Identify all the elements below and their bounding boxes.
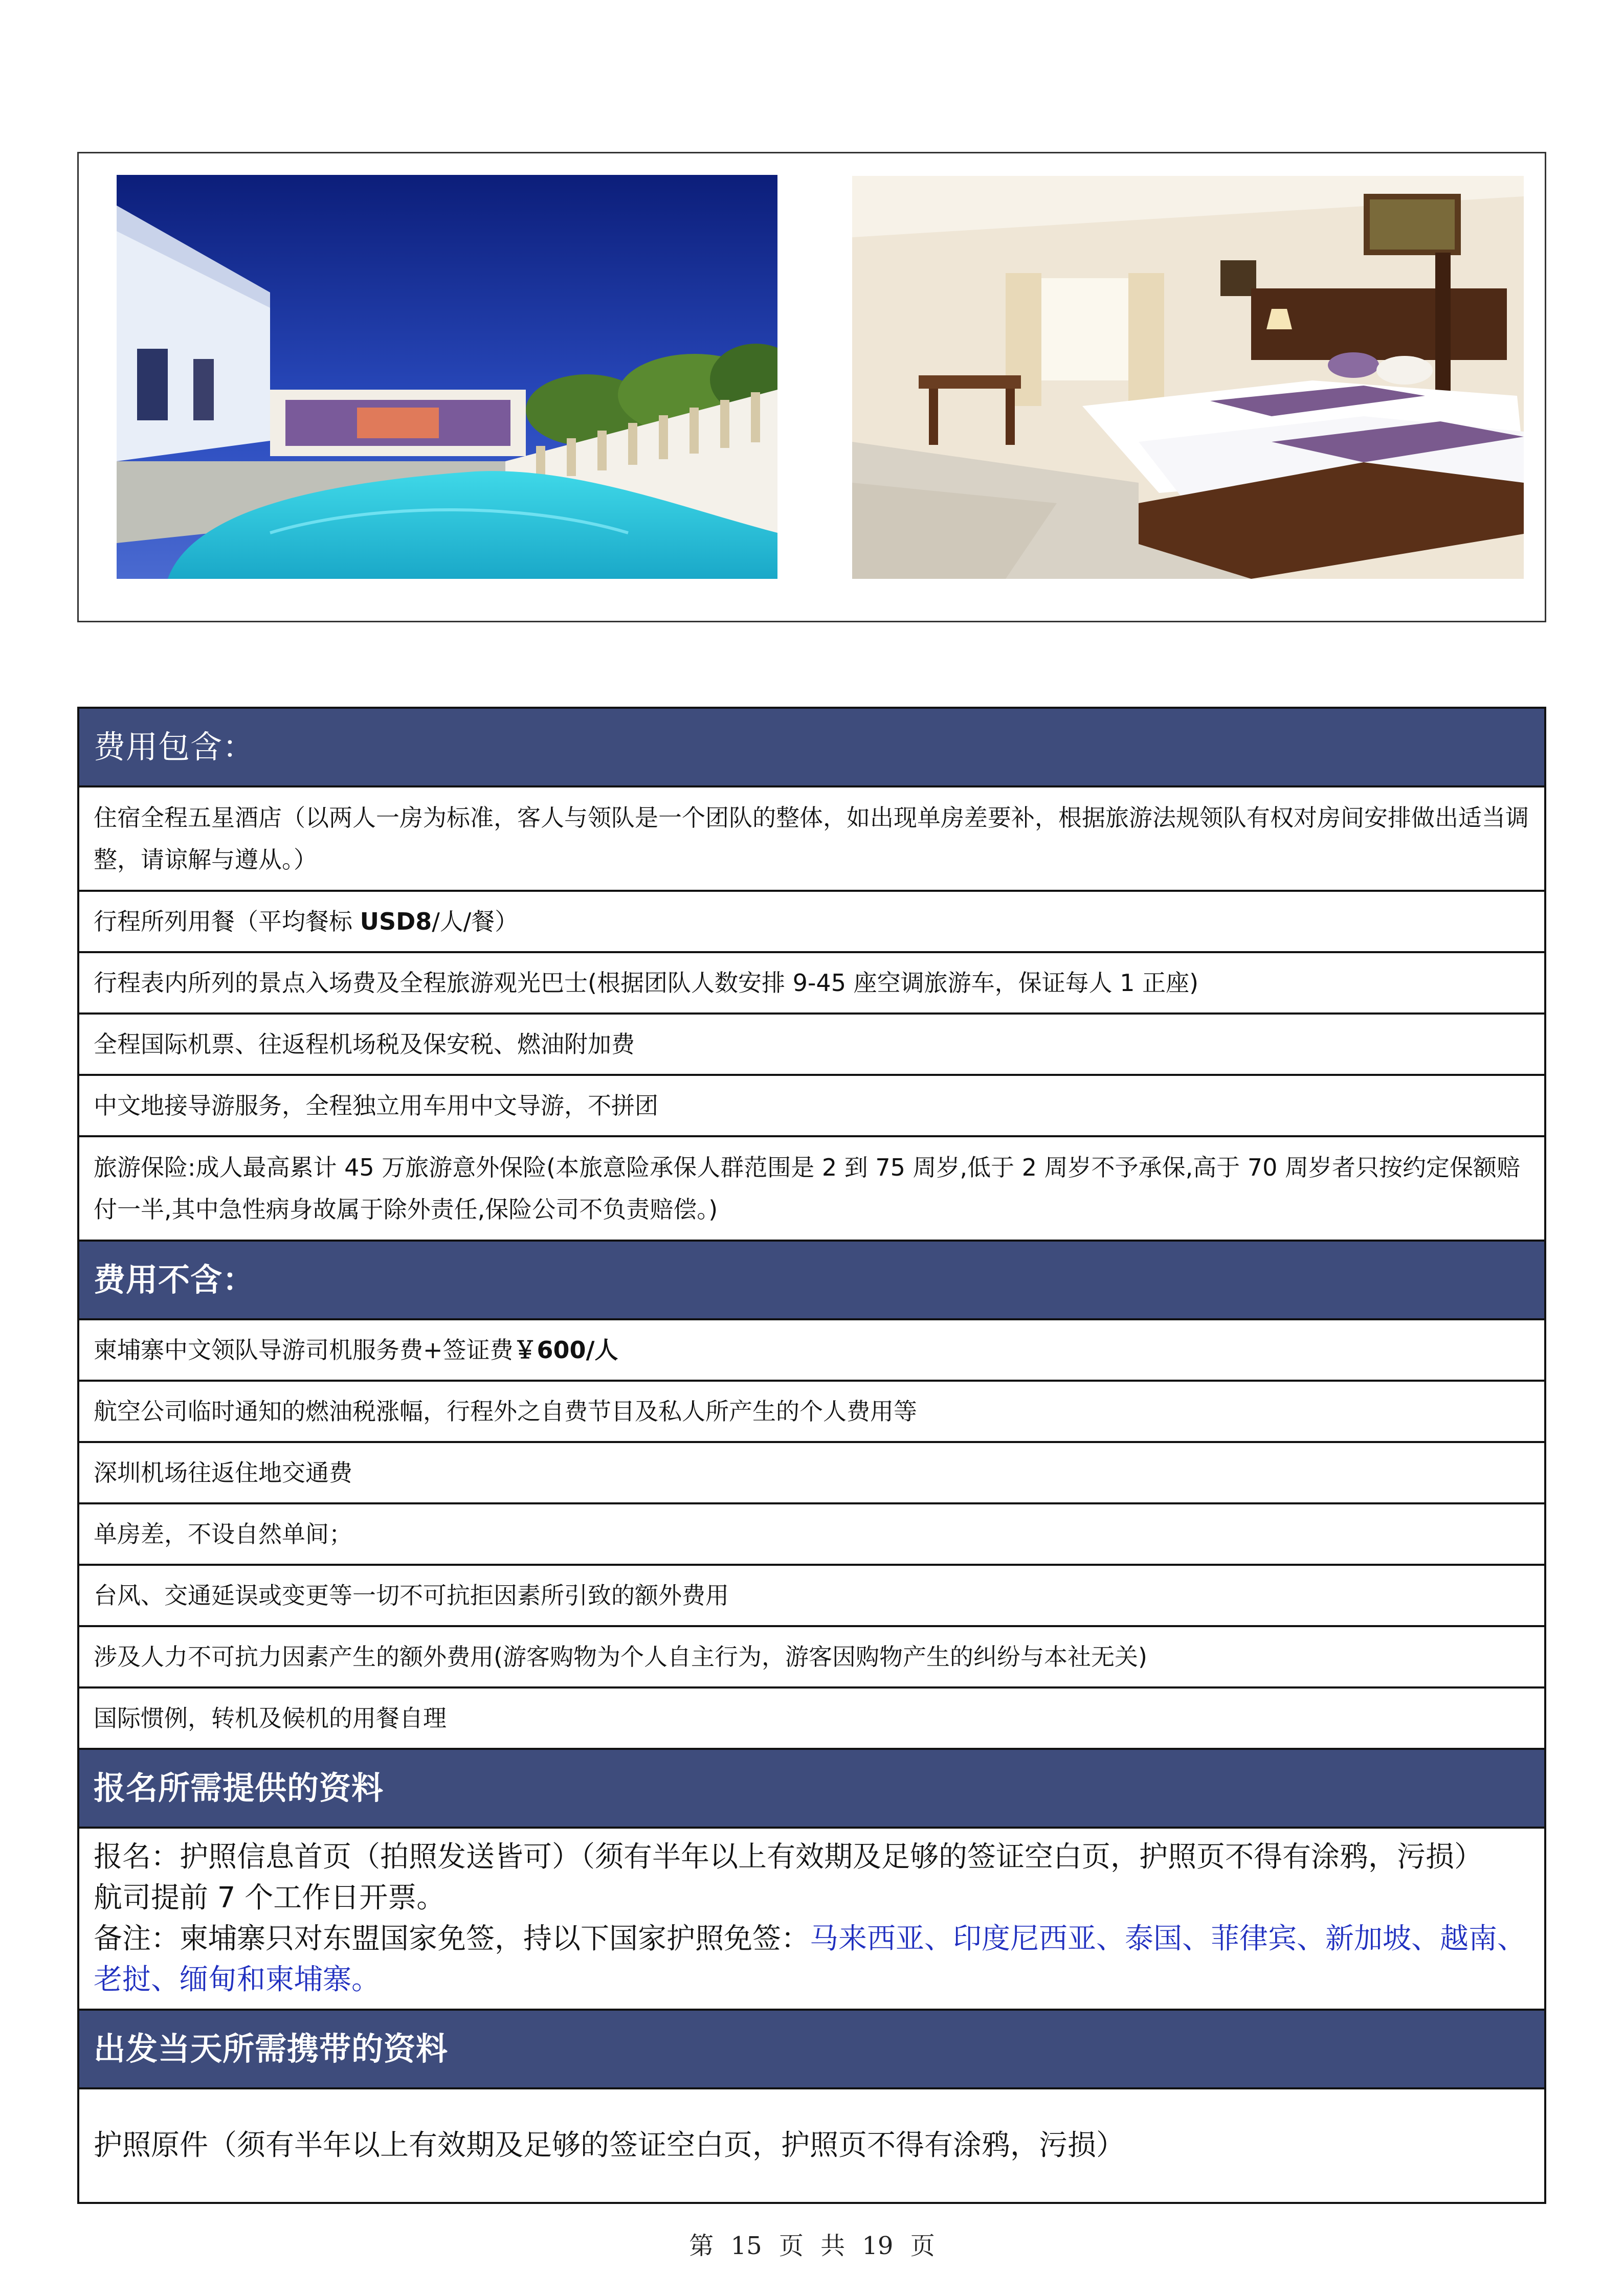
signup-details — [78, 1828, 1545, 2010]
signup-header: 报名所需提供的资料 — [78, 1749, 1545, 1828]
included-row — [78, 891, 1545, 952]
signup-section-header — [78, 1749, 1545, 1828]
service-fee-value: ￥600/人 — [513, 1336, 618, 1364]
departure-item-passport: 护照原件（须有半年以上有效期及足够的签证空白页，护照页不得有涂鸦，污损） — [78, 2088, 1545, 2203]
included-item-guide: 中文地接导游服务，全程独立用车用中文导游，不拼团 — [78, 1075, 1545, 1136]
included-header: 费用包含： — [78, 708, 1545, 786]
hotel-room-photo — [852, 176, 1524, 579]
signup-visa-note: 备注：柬埔寨只对东盟国家免签，持以下国家护照免签：马来西亚、印度尼西亚、泰国、菲律宾、新加坡、越南、老挝、缅甸和柬埔寨。 — [94, 1922, 1526, 1996]
departure-header: 出发当天所需携带的资料 — [78, 2010, 1545, 2088]
included-item-insurance: 旅游保险:成人最高累计 45 万旅游意外保险(本旅意险承保人群范围是 2 到 75 周岁,低于 2 周岁不予承保,高于 70 周岁者只按约定保额赔付一半,其中急性病身故属于除外责任,保险公司不负责赔偿。) — [78, 1136, 1545, 1241]
included-section-header — [78, 708, 1545, 786]
excluded-item-fuel-surcharge: 航空公司临时通知的燃油税涨幅，行程外之自费节目及私人所产生的个人费用等 — [78, 1381, 1545, 1442]
hotel-pool-photo — [117, 175, 777, 579]
excluded-item-airport-transport: 深圳机场往返住地交通费 — [78, 1442, 1545, 1503]
excluded-row — [78, 1626, 1545, 1687]
included-row — [78, 1075, 1545, 1136]
included-row — [78, 786, 1545, 891]
excluded-row — [78, 1442, 1545, 1503]
excluded-row — [78, 1687, 1545, 1749]
excluded-row — [78, 1319, 1545, 1381]
signup-row — [78, 1828, 1545, 2010]
hotel-photo-panel — [77, 152, 1546, 622]
departure-row — [78, 2088, 1545, 2203]
fee-details-table — [77, 707, 1546, 2204]
included-row — [78, 1136, 1545, 1241]
visa-free-countries: 马来西亚、印度尼西亚、泰国、菲律宾、新加坡、越南、老挝、缅甸和柬埔寨。 — [94, 1922, 1526, 1996]
included-item-accommodation: 住宿全程五星酒店（以两人一房为标准，客人与领队是一个团队的整体，如出现单房差要补，根据旅游法规领队有权对房间安排做出适当调整，请谅解与遵从。） — [78, 786, 1545, 891]
excluded-item-service-visa-fee: 柬埔寨中文领队导游司机服务费+签证费￥600/人 — [78, 1319, 1545, 1381]
excluded-row — [78, 1503, 1545, 1565]
included-item-meals: 行程所列用餐（平均餐标 USD8/人/餐） — [78, 891, 1545, 952]
meal-standard-value: USD8 — [360, 908, 432, 935]
included-row — [78, 1014, 1545, 1075]
excluded-item-extra-costs: 涉及人力不可抗力因素产生的额外费用(游客购物为个人自主行为，游客因购物产生的纠纷与本社无关) — [78, 1626, 1545, 1687]
excluded-row — [78, 1565, 1545, 1626]
signup-passport-requirement: 报名：护照信息首页（拍照发送皆可）（须有半年以上有效期及足够的签证空白页，护照页不得有涂鸦，污损） — [94, 1840, 1483, 1874]
excluded-row — [78, 1381, 1545, 1442]
included-item-sightseeing-bus: 行程表内所列的景点入场费及全程旅游观光巴士(根据团队人数安排 9-45 座空调旅游车，保证每人 1 正座) — [78, 952, 1545, 1014]
included-row — [78, 952, 1545, 1014]
excluded-header: 费用不含： — [78, 1241, 1545, 1319]
departure-section-header — [78, 2010, 1545, 2088]
signup-ticketing-note: 航司提前 7 个工作日开票。 — [94, 1881, 446, 1915]
excluded-item-force-majeure: 台风、交通延误或变更等一切不可抗拒因素所引致的额外费用 — [78, 1565, 1545, 1626]
excluded-item-transit-meals: 国际惯例，转机及候机的用餐自理 — [78, 1687, 1545, 1749]
included-item-airfare: 全程国际机票、往返程机场税及保安税、燃油附加费 — [78, 1014, 1545, 1075]
excluded-item-single-room: 单房差，不设自然单间； — [78, 1503, 1545, 1565]
excluded-section-header — [78, 1241, 1545, 1319]
page-footer: 第 15 页 共 19 页 — [689, 2232, 935, 2260]
